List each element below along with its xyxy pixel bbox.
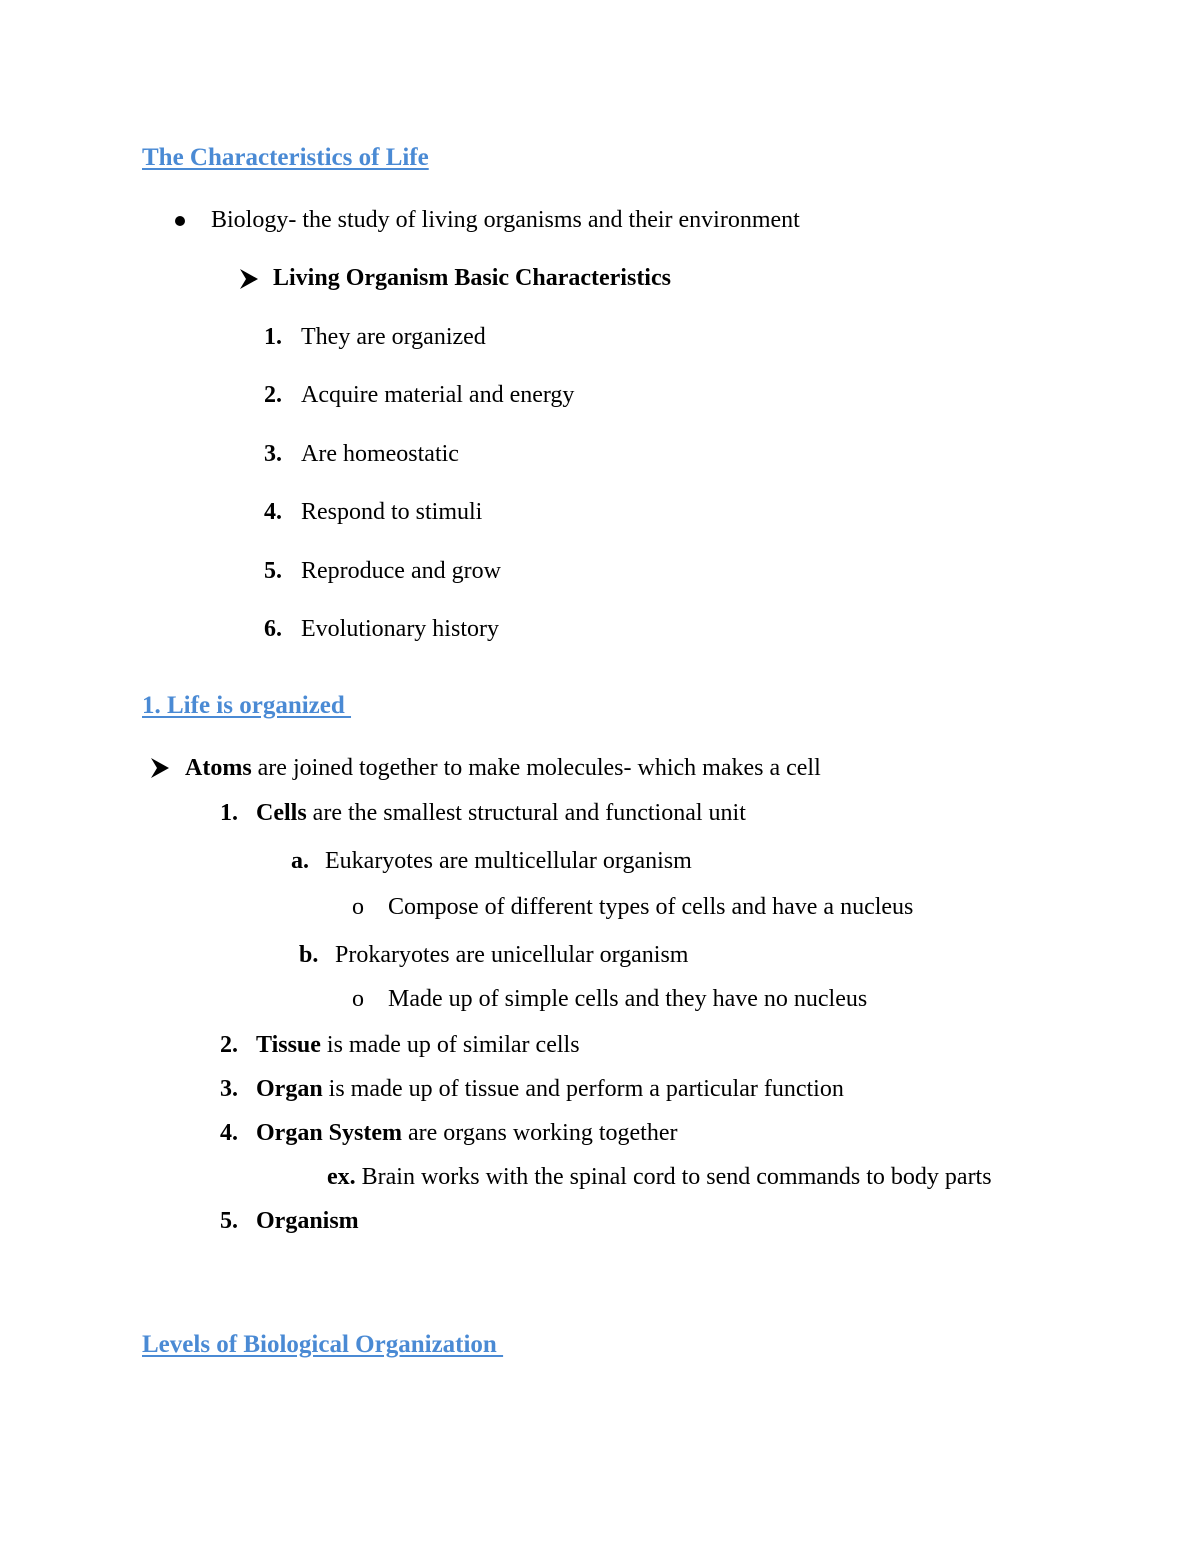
level-organ-system: [256, 1119, 677, 1147]
list-number: 1.: [220, 800, 238, 826]
list-number: 2.: [264, 382, 282, 408]
bullet-dot-icon: [175, 216, 185, 226]
level-organ: [256, 1075, 844, 1103]
eukaryotes-detail: Compose of different types of cells and have a nucleus: [388, 894, 914, 920]
list-number: 3.: [220, 1076, 238, 1102]
list-number: 1.: [264, 324, 282, 350]
list-letter: b.: [299, 942, 319, 968]
organ-system-example: [327, 1163, 992, 1191]
organ-description: is made up of tissue and perform a particular function: [322, 1076, 844, 1102]
example-text: Brain works with the spinal cord to send commands to body parts: [355, 1164, 992, 1190]
cells-description: are the smallest structural and functional unit: [306, 800, 746, 826]
tissue-description: is made up of similar cells: [320, 1032, 580, 1058]
list-item: Are homeostatic: [301, 441, 459, 467]
sub-heading-basic-characteristics: Living Organism Basic Characteristics: [273, 265, 671, 291]
arrowhead-bullet-icon: [150, 757, 170, 779]
list-item: They are organized: [301, 324, 486, 350]
list-number: 2.: [220, 1032, 238, 1058]
term-cells: Cells: [256, 800, 307, 826]
level-tissue: [256, 1031, 580, 1059]
heading-life-is-organized: 1. Life is organized: [142, 692, 352, 719]
hollow-bullet-icon: o: [352, 986, 364, 1012]
list-number: 4.: [264, 499, 282, 525]
term-tissue: Tissue: [256, 1032, 321, 1058]
arrowhead-bullet-icon: [239, 268, 259, 290]
list-number: 4.: [220, 1120, 238, 1146]
term-organ: Organ: [256, 1076, 323, 1102]
term-organ-system: Organ System: [256, 1120, 402, 1146]
list-number: 6.: [264, 616, 282, 642]
prokaryotes-item: Prokaryotes are unicellular organism: [335, 942, 689, 968]
term-atoms: Atoms: [185, 755, 252, 781]
atoms-statement: [185, 754, 821, 782]
biology-definition: Biology- the study of living organisms and their environment: [211, 207, 800, 233]
list-number: 5.: [264, 558, 282, 584]
list-number: 3.: [264, 441, 282, 467]
prokaryotes-detail: Made up of simple cells and they have no nucleus: [388, 986, 868, 1012]
hollow-bullet-icon: o: [352, 894, 364, 920]
heading-characteristics-of-life: The Characteristics of Life: [142, 144, 429, 171]
atoms-description: are joined together to make molecules- which makes a cell: [251, 755, 821, 781]
list-number: 5.: [220, 1208, 238, 1234]
list-item: Evolutionary history: [301, 616, 499, 642]
eukaryotes-item: Eukaryotes are multicellular organism: [325, 848, 692, 874]
level-cells: [256, 799, 746, 827]
heading-levels-of-biological-organization: Levels of Biological Organization: [142, 1331, 504, 1358]
example-label: ex.: [327, 1164, 356, 1190]
term-organism: Organism: [256, 1208, 359, 1234]
list-item: Acquire material and energy: [301, 382, 575, 408]
organ-system-description: are organs working together: [402, 1120, 678, 1146]
list-letter: a.: [291, 848, 309, 874]
list-item: Reproduce and grow: [301, 558, 501, 584]
list-item: Respond to stimuli: [301, 499, 483, 525]
